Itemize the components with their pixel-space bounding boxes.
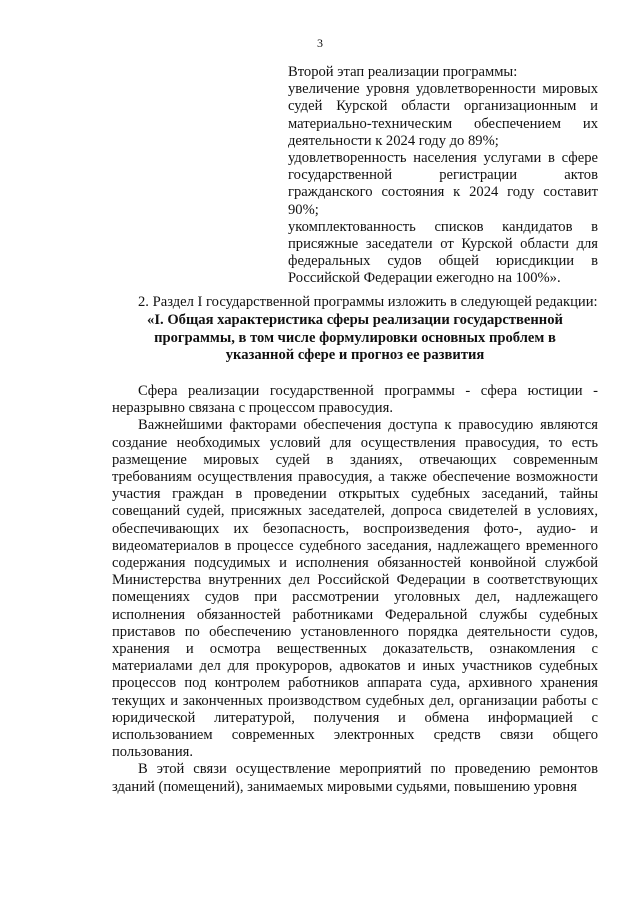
heading-spacer <box>112 365 598 383</box>
body-paragraph-repairs: В этой связи осуществление мероприятий по проведению ремонтов зданий (помещений), занимаемых мировыми судьями, повышению уровня <box>112 761 598 795</box>
stage-results-block <box>288 64 598 288</box>
amendment-paragraph: 2. Раздел I государственной программы изложить в следующей редакции: <box>138 294 598 310</box>
body-paragraph-factors: Важнейшими факторами обеспечения доступа к правосудию являются создание необходимых условий для осуществления правосудия, то есть размещение мировых судей в зданиях, отвечающих современным требованиям осуществления правосудия, а также обеспечение возможности участия граждан в проведении открытых судебных заседаний, тайны совещаний судей, присяжных заседателей, допроса свидетелей в условиях, обеспечивающих их безопасность, воспроизведения фото-, аудио- и видеоматериалов в процессе судебного заседания, надлежащего временного содержания подсудимых и исполнения обязанностей конвойной службой Министерства внутренних дел Российской Федерации в соответствующих помещениях судов при рассмотрении уголовных дел, надлежащего исполнения обязанностей работниками Федеральной службы судебных приставов по обеспечению установленного порядка деятельности судов, хранения и осмотра вещественных доказательств, ознакомления с материалами дел для прокуроров, адвокатов и иных участников судебных процессов под контролем работников аппарата суда, архивного хранения текущих и законченных производством судебных дел, организации работы с юридической литературой, получения и обмена информацией с использованием современных электронных средств связи общего пользования. <box>112 417 598 761</box>
page-number: 3 <box>317 36 323 50</box>
document-body <box>112 294 598 796</box>
section-heading: «I. Общая характеристика сферы реализации государственной программы, в том числе формулировки основных проблем в указанной сфере и прогноз ее развития <box>147 312 563 364</box>
stage-title: Второй этап реализации программы: <box>288 64 518 80</box>
stage-item-jurors-lists: укомплектованность списков кандидатов в присяжные заседатели от Курской области для федеральных судов общей юрисдикции в Российской Федерации ежегодно на 100%». <box>288 218 598 287</box>
stage-item-civil-registration: удовлетворенность населения услугами в сфере государственной регистрации актов гражданского состояния к 2024 году составит 90%; <box>288 150 598 218</box>
body-paragraph-scope: Сфера реализации государственной программы - сфера юстиции - неразрывно связана с процессом правосудия. <box>112 382 598 417</box>
stage-item-judges-satisfaction: увеличение уровня удовлетворенности мировых судей Курской области организационным и материально-техническим обеспечением их деятельности к 2024 году до 89%; <box>288 81 598 149</box>
